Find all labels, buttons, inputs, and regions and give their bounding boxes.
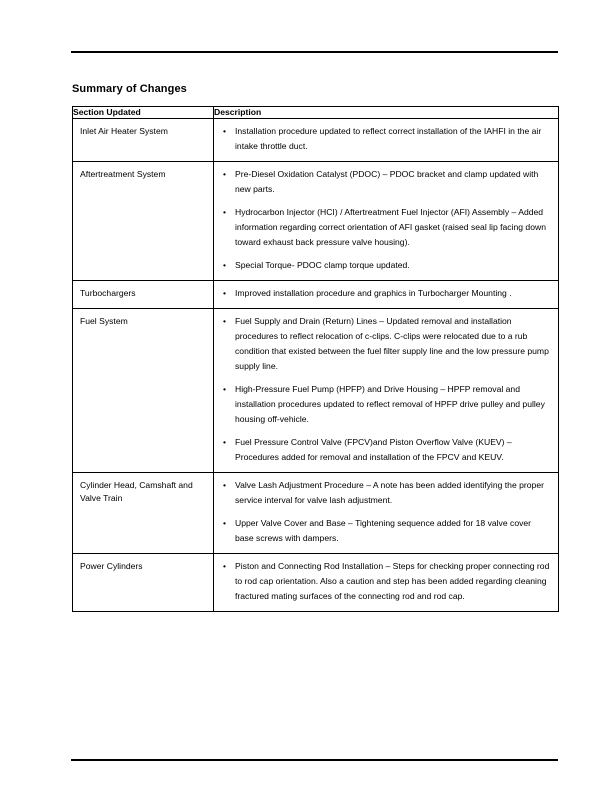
bullet-text: Special Torque- PDOC clamp torque updated. (235, 260, 410, 270)
description-cell (214, 554, 559, 612)
bullet-text: Valve Lash Adjustment Procedure – A note has been added identifying the proper service interval for valve lash adjustment. (235, 480, 544, 505)
description-bullet-item (214, 258, 552, 273)
description-bullet-item (214, 516, 552, 546)
bullet-point-icon: • (223, 437, 227, 447)
bullet-text: Installation procedure updated to reflect correct installation of the IAHFI in the air intake throttle duct. (235, 126, 542, 151)
description-bullet-item (214, 167, 552, 197)
description-bullet-list (214, 167, 552, 273)
description-cell (214, 309, 559, 473)
bullet-text: High-Pressure Fuel Pump (HPFP) and Drive Housing – HPFP removal and installation procedures updated to reflect removal of HPFP drive pulley and pulley housing off-vehicle. (235, 384, 545, 424)
bullet-point-icon: • (223, 384, 227, 394)
description-bullet-list (214, 314, 552, 465)
bullet-point-icon: • (223, 480, 227, 490)
description-bullet-list (214, 286, 552, 301)
table-row (73, 281, 559, 309)
section-name-cell: Aftertreatment System (73, 162, 214, 281)
bullet-point-icon: • (223, 126, 227, 136)
bullet-point-icon: • (223, 288, 227, 298)
description-bullet-item (214, 382, 552, 427)
description-bullet-item (214, 124, 552, 154)
bullet-point-icon: • (223, 169, 227, 179)
description-bullet-item (214, 286, 552, 301)
description-bullet-list (214, 478, 552, 546)
table-header-row (73, 107, 559, 119)
section-name-cell: Fuel System (73, 309, 214, 473)
description-bullet-item (214, 559, 552, 604)
description-bullet-list (214, 124, 552, 154)
bullet-text: Fuel Pressure Control Valve (FPCV)and Piston Overflow Valve (KUEV) – Procedures added for removal and installation of the FPCV and KEUV. (235, 437, 512, 462)
bullet-text: Piston and Connecting Rod Installation – Steps for checking proper connecting rod to rod cap orientation. Also a caution and step has been added regarding cleaning fractured mating surfaces of the connecting rod and rod cap. (235, 561, 550, 601)
header-rule (71, 51, 558, 53)
column-header-section-updated: Section Updated (73, 107, 214, 119)
bullet-text: Fuel Supply and Drain (Return) Lines – Updated removal and installation procedures to reflect relocation of c-clips. C-clips were relocated due to a rub condition that existed between the fuel filter supply line and the low pressure pump supply line. (235, 316, 549, 371)
description-cell (214, 473, 559, 554)
table-row (73, 473, 559, 554)
section-name-cell: Inlet Air Heater System (73, 119, 214, 162)
bullet-text: Improved installation procedure and graphics in Turbocharger Mounting . (235, 288, 512, 298)
description-bullet-list (214, 559, 552, 604)
description-cell (214, 281, 559, 309)
table-header (73, 107, 559, 119)
bullet-point-icon: • (223, 561, 227, 571)
table-row (73, 119, 559, 162)
section-name-cell: Power Cylinders (73, 554, 214, 612)
description-bullet-item (214, 435, 552, 465)
table-row (73, 554, 559, 612)
description-cell (214, 162, 559, 281)
bullet-text: Pre-Diesel Oxidation Catalyst (PDOC) – PDOC bracket and clamp updated with new parts. (235, 169, 539, 194)
description-bullet-item (214, 205, 552, 250)
page-title: Summary of Changes (72, 83, 187, 95)
description-cell (214, 119, 559, 162)
table-body (73, 119, 559, 612)
table-row (73, 162, 559, 281)
description-bullet-item (214, 478, 552, 508)
section-name-cell: Cylinder Head, Camshaft and Valve Train (73, 473, 214, 554)
summary-of-changes-table (72, 106, 559, 612)
section-name-cell: Turbochargers (73, 281, 214, 309)
footer-rule (71, 759, 558, 761)
bullet-text: Hydrocarbon Injector (HCI) / Aftertreatment Fuel Injector (AFI) Assembly – Added information regarding correct orientation of AFI gasket (raised seal lip facing down toward exhaust back pressure valve housing). (235, 207, 546, 247)
bullet-point-icon: • (223, 316, 227, 326)
column-header-description: Description (214, 107, 559, 119)
table-row (73, 309, 559, 473)
bullet-text: Upper Valve Cover and Base – Tightening sequence added for 18 valve cover base screws with dampers. (235, 518, 532, 543)
description-bullet-item (214, 314, 552, 374)
bullet-point-icon: • (223, 207, 227, 217)
bullet-point-icon: • (223, 518, 227, 528)
bullet-point-icon: • (223, 260, 227, 270)
